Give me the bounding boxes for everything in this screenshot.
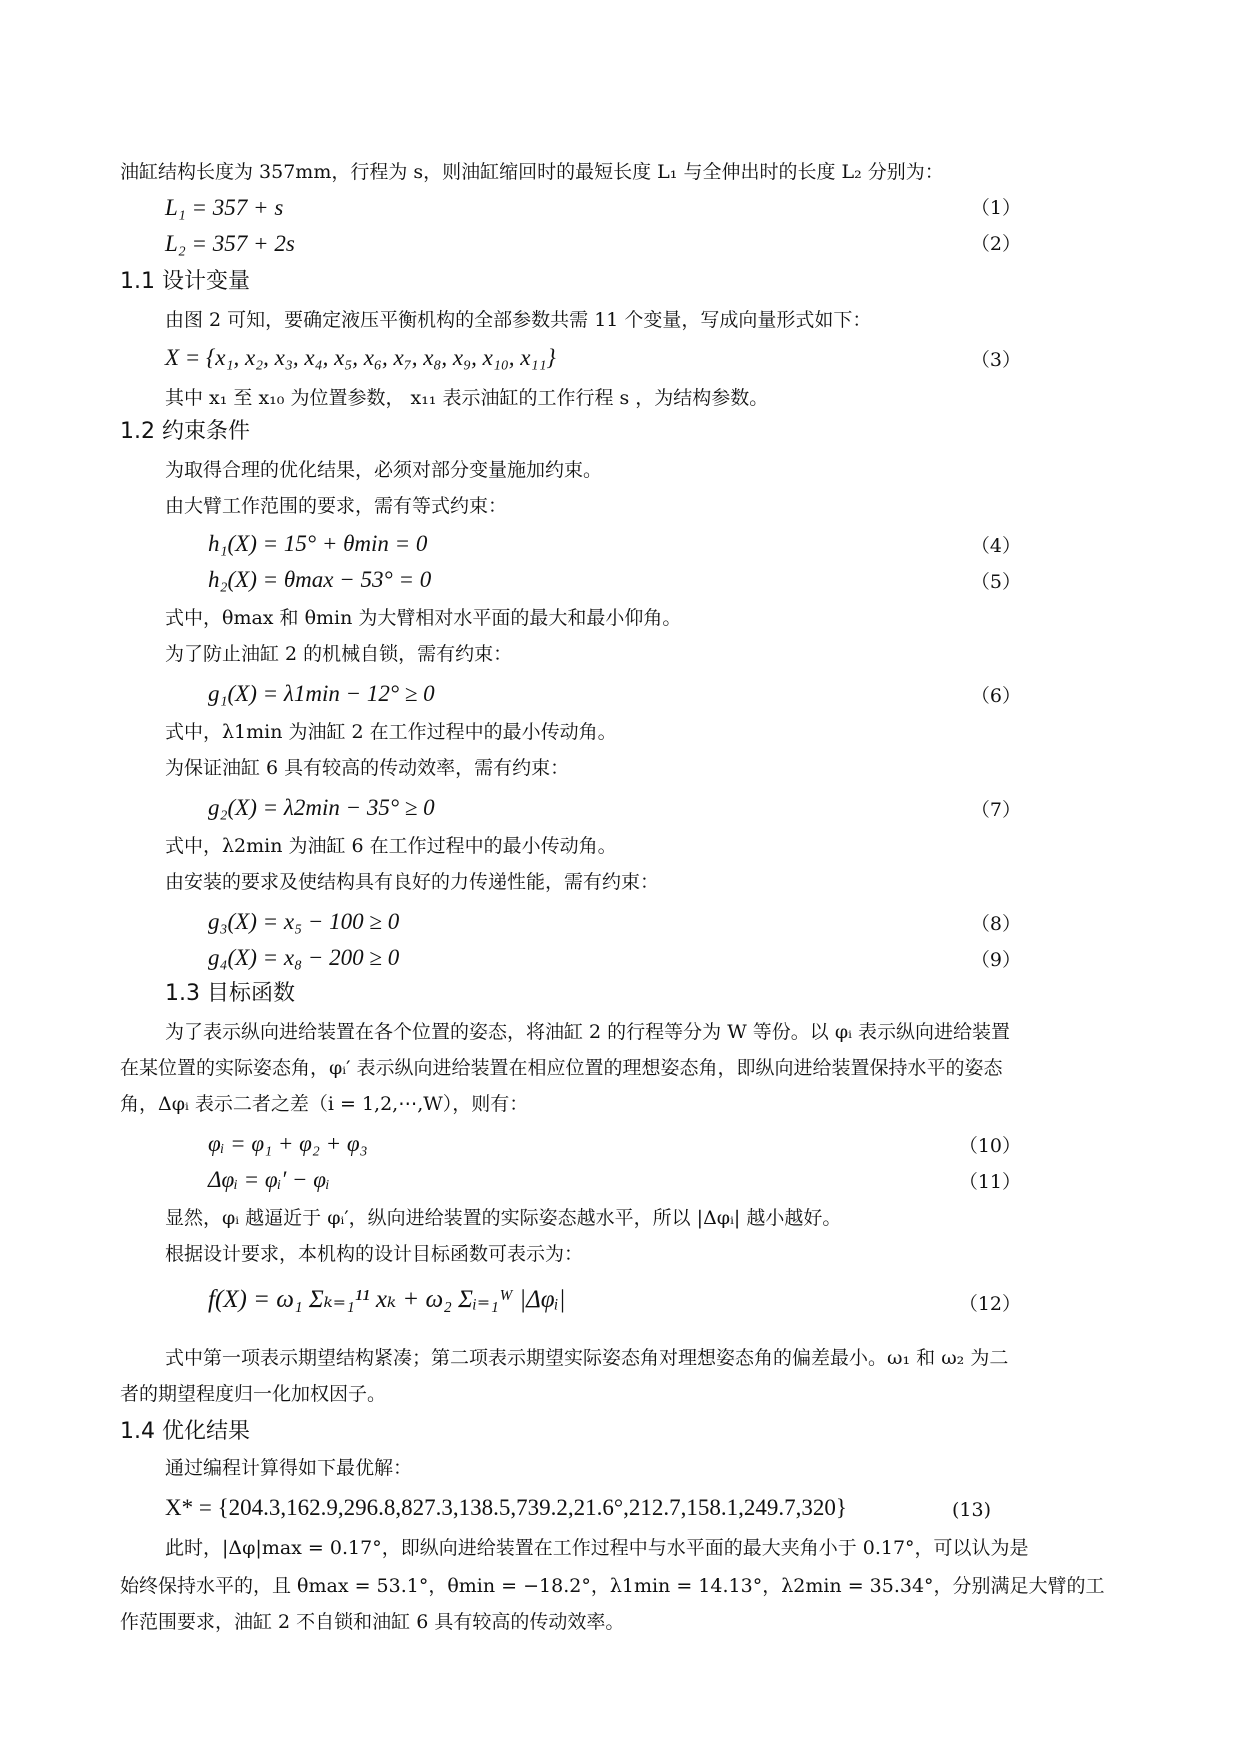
equation-10: φᵢ = φ₁ + φ₂ + φ₃ xyxy=(208,1131,368,1156)
paragraph-line: 此时，|Δφ|max = 0.17°，即纵向进给装置在工作过程中与水平面的最大夹角小于 0.17°，可以认为是 xyxy=(165,1537,1029,1559)
equation-number-12: （12） xyxy=(958,1293,1021,1315)
paragraph-line: 由安装的要求及使结构具有良好的力传递性能，需有约束： xyxy=(165,871,660,893)
paragraph-line: 为保证油缸 6 具有较高的传动效率，需有约束： xyxy=(165,757,570,779)
equation-7: g₂(X) = λ2min − 35° ≥ 0 xyxy=(208,795,435,820)
equation-2: L₂ = 357 + 2s xyxy=(165,231,295,256)
equation-number-9: （9） xyxy=(970,949,1021,971)
paragraph-line: 式中，λ2min 为油缸 6 在工作过程中的最小传动角。 xyxy=(165,835,617,857)
equation-9: g₄(X) = x₈ − 200 ≥ 0 xyxy=(208,945,400,970)
paragraph-line: 式中第一项表示期望结构紧凑；第二项表示期望实际姿态角对理想姿态角的偏差最小。ω₁ 和 ω₂ 为二 xyxy=(165,1347,1009,1369)
paragraph-line: 者的期望程度归一化加权因子。 xyxy=(120,1383,387,1405)
equation-number-11: （11） xyxy=(958,1171,1021,1193)
equation-1: L₁ = 357 + s xyxy=(165,195,284,220)
equation-number-6: （6） xyxy=(970,685,1021,707)
paragraph-line: 为了防止油缸 2 的机械自锁，需有约束： xyxy=(165,643,513,665)
paragraph-line: 通过编程计算得如下最优解： xyxy=(165,1457,413,1479)
equation-number-10: （10） xyxy=(958,1135,1021,1157)
section-heading-1-3: 1.3 目标函数 xyxy=(165,981,295,1006)
paragraph-line: 其中 x₁ 至 x₁₀ 为位置参数， x₁₁ 表示油缸的工作行程 s ，为结构参数。 xyxy=(165,387,769,409)
equation-number-5: （5） xyxy=(970,571,1021,593)
equation-12: f(X) = ω₁ Σₖ₌₁¹¹ xₖ + ω₂ Σᵢ₌₁ᵂ |Δφᵢ| xyxy=(208,1286,566,1313)
equation-13: X* = {204.3,162.9,296.8,827.3,138.5,739.2,21.6°,212.7,158.1,249.7,320} xyxy=(165,1495,847,1520)
equation-8: g₃(X) = x₅ − 100 ≥ 0 xyxy=(208,909,400,934)
equation-11: Δφᵢ = φᵢ′ − φᵢ xyxy=(208,1167,330,1192)
equation-number-3: （3） xyxy=(970,349,1021,371)
paragraph-line: 为了表示纵向进给装置在各个位置的姿态，将油缸 2 的行程等分为 W 等份。以 φᵢ 表示纵向进给装置 xyxy=(165,1021,1010,1043)
equation-5: h₂(X) = θmax − 53° = 0 xyxy=(208,567,432,592)
paragraph-line: 油缸结构长度为 357mm，行程为 s，则油缸缩回时的最短长度 L₁ 与全伸出时的长度 L₂ 分别为： xyxy=(120,161,944,183)
paragraph-line: 显然，φᵢ 越逼近于 φᵢ′，纵向进给装置的实际姿态越水平，所以 |Δφᵢ| 越小越好。 xyxy=(165,1207,842,1229)
paragraph-line: 由图 2 可知，要确定液压平衡机构的全部参数共需 11 个变量，写成向量形式如下： xyxy=(165,309,872,331)
paragraph-line: 式中，θmax 和 θmin 为大臂相对水平面的最大和最小仰角。 xyxy=(165,607,682,629)
equation-number-13: (13) xyxy=(951,1499,991,1521)
equation-number-7: （7） xyxy=(970,799,1021,821)
equation-number-2: （2） xyxy=(970,233,1021,255)
paragraph-line: 为取得合理的优化结果，必须对部分变量施加约束。 xyxy=(165,459,603,481)
paragraph-line: 始终保持水平的，且 θmax = 53.1°，θmin = −18.2°，λ1min = 14.13°，λ2min = 35.34°，分别满足大臂的工 xyxy=(120,1575,1105,1597)
equation-number-1: （1） xyxy=(970,197,1021,219)
paragraph-line: 由大臂工作范围的要求，需有等式约束： xyxy=(165,495,508,517)
paragraph-line: 在某位置的实际姿态角，φᵢ′ 表示纵向进给装置在相应位置的理想姿态角，即纵向进给装置保持水平的姿态 xyxy=(120,1057,1003,1079)
section-heading-1-4: 1.4 优化结果 xyxy=(120,1419,250,1444)
paragraph-line: 根据设计要求，本机构的设计目标函数可表示为： xyxy=(165,1243,584,1265)
section-heading-1-2: 1.2 约束条件 xyxy=(120,419,250,444)
paragraph-line: 角，Δφᵢ 表示二者之差（i = 1,2,⋯,W），则有： xyxy=(120,1093,529,1115)
equation-number-8: （8） xyxy=(970,913,1021,935)
paragraph-line: 式中，λ1min 为油缸 2 在工作过程中的最小传动角。 xyxy=(165,721,617,743)
equation-4: h₁(X) = 15° + θmin = 0 xyxy=(208,531,428,556)
equation-3: X = {x₁, x₂, x₃, x₄, x₅, x₆, x₇, x₈, x₉, x₁₀, x₁₁} xyxy=(165,345,556,370)
paragraph-line: 作范围要求，油缸 2 不自锁和油缸 6 具有较高的传动效率。 xyxy=(120,1611,625,1633)
section-heading-1-1: 1.1 设计变量 xyxy=(120,269,250,294)
equation-number-4: （4） xyxy=(970,535,1021,557)
equation-6: g₁(X) = λ1min − 12° ≥ 0 xyxy=(208,681,435,706)
